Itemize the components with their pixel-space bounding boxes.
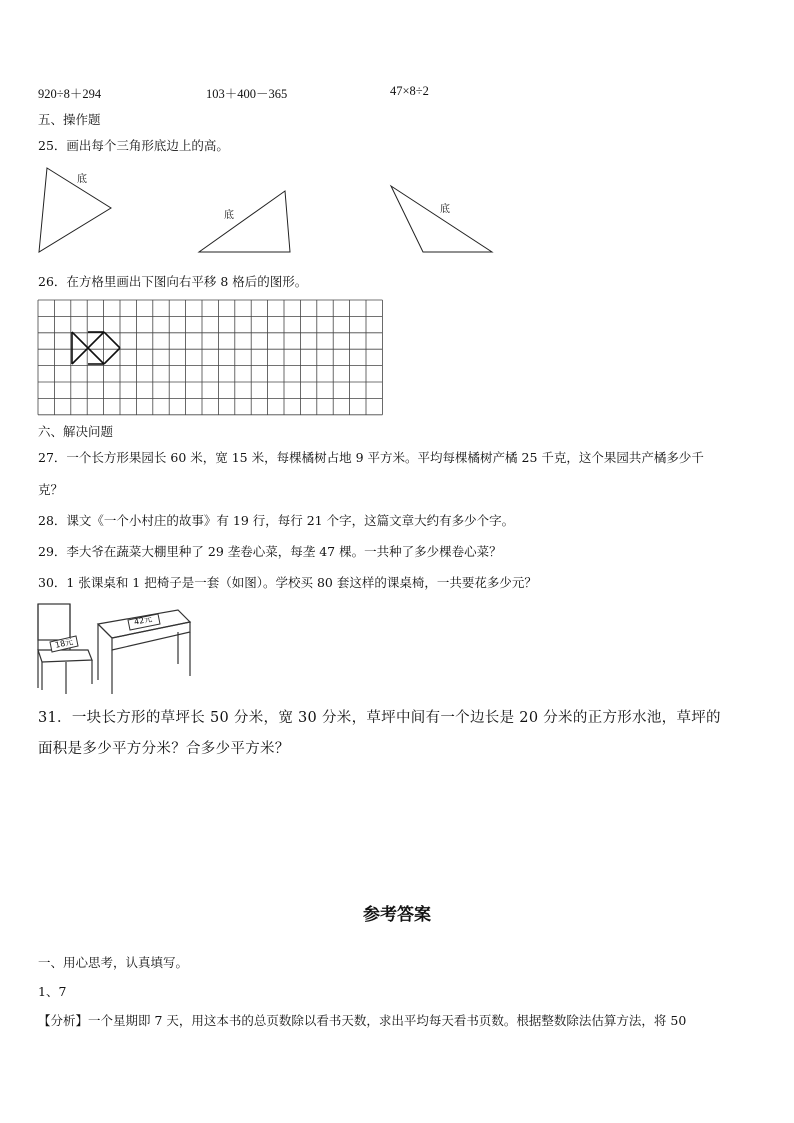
triangle-2-base-label: 底 — [224, 210, 234, 221]
answers-title: 参考答案 — [363, 905, 431, 925]
chair-price-label: 18元 — [54, 637, 74, 650]
translation-grid — [38, 300, 382, 415]
question-25: 25．画出每个三角形底边上的高。 — [38, 138, 229, 153]
calc-expression-3: 47×8÷2 — [390, 84, 429, 98]
question-31-line-1: 31．一块长方形的草坪长 50 分米，宽 30 分米，草坪中间有一个边长是 20 分米的正方形水池，草坪的 — [38, 710, 721, 726]
question-29: 29．李大爷在蔬菜大棚里种了 29 垄卷心菜，每垄 47 棵。一共种了多少棵卷心菜？ — [38, 544, 502, 559]
triangle-3-base-label: 底 — [440, 204, 450, 215]
question-27-line-1: 27．一个长方形果园长 60 米，宽 15 米，每棵橘树占地 9 平方米。平均每棵橘树产橘 25 千克，这个果园共产橘多少千 — [38, 450, 704, 465]
question-26: 26．在方格里画出下图向右平移 8 格后的图形。 — [38, 274, 308, 289]
question-30: 30．1 张课桌和 1 把椅子是一套（如图）。学校买 80 套这样的课桌椅，一共要花多少元？ — [38, 575, 537, 590]
triangle-3 — [391, 186, 492, 252]
section-5-title: 五、操作题 — [38, 112, 101, 127]
calc-expression-1: 920÷8＋294 — [38, 87, 102, 101]
grid-shape — [72, 332, 120, 364]
question-31-line-2: 面积是多少平方分米？合多少平方米？ — [38, 741, 290, 757]
section-6-title: 六、解决问题 — [38, 424, 114, 439]
desk-price-label: 42元 — [133, 614, 153, 627]
triangle-1-base-label: 底 — [77, 174, 87, 185]
calc-expression-2: 103＋400－365 — [206, 87, 288, 101]
question-28: 28．课文《一个小村庄的故事》有 19 行，每行 21 个字，这篇文章大约有多少个字。 — [38, 513, 515, 528]
triangle-2 — [199, 191, 290, 252]
answer-1-analysis: 【分析】一个星期即 7 天，用这本书的总页数除以看书天数，求出平均每天看书页数。根据整数除法估算方法，将 50 — [38, 1013, 687, 1028]
question-27-line-2: 克？ — [38, 482, 64, 497]
triangle-1 — [39, 168, 111, 252]
answers-section-1: 一、用心思考，认真填写。 — [38, 955, 189, 970]
answer-1: 1、7 — [38, 984, 67, 999]
